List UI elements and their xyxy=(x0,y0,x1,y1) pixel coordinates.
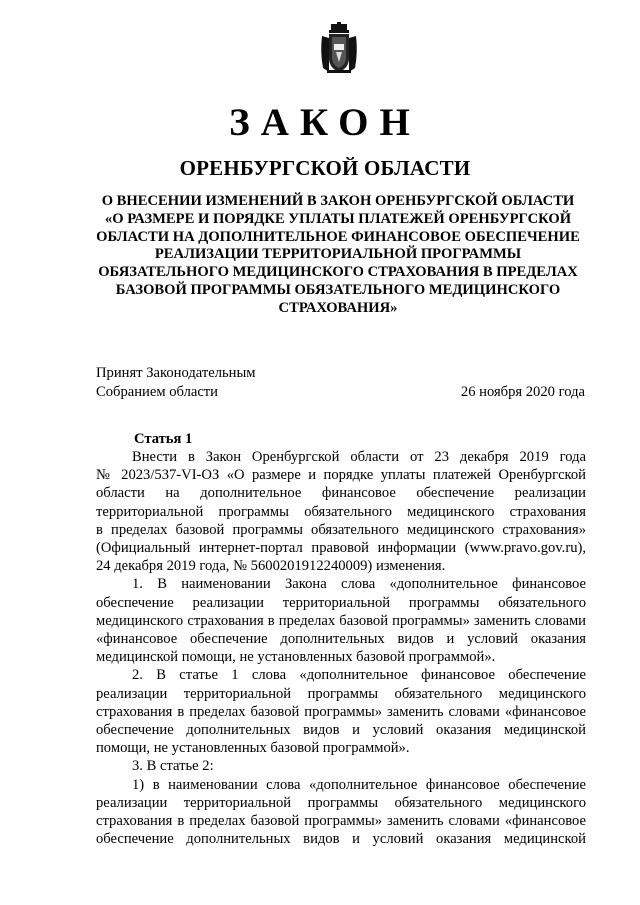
body-line: 1. В наименовании Закона слова «дополнительное финансовое xyxy=(132,576,586,593)
document-title: ЗАКОН xyxy=(229,101,421,144)
body-line: обеспечение дополнительных видов и условий оказания медицинской xyxy=(96,722,586,739)
body-line: (Официальный интернет-портал правовой информации (www.pravo.gov.ru), xyxy=(96,540,586,557)
body-line: 2. В статье 1 слова «дополнительное финансовое обеспечение xyxy=(132,667,586,684)
body-line: реализации территориальной программы обязательного медицинского xyxy=(96,794,586,811)
body-line: медицинской помощи, не установленных базовой программой». xyxy=(96,649,496,666)
law-title-line: РЕАЛИЗАЦИИ ТЕРРИТОРИАЛЬНОЙ ПРОГРАММЫ xyxy=(154,246,522,263)
body-line: № 2023/537-VI-ОЗ «О размере и порядке уплаты платежей Оренбургской xyxy=(96,467,586,484)
body-line: в пределах базовой программы обязательного медицинского страхования» xyxy=(96,521,586,538)
body-line: «финансовое обеспечение дополнительных видов и условий оказания xyxy=(96,631,586,648)
law-title-line: ОБЛАСТИ НА ДОПОЛНИТЕЛЬНОЕ ФИНАНСОВОЕ ОБЕСПЕЧЕНИЕ xyxy=(96,228,580,245)
adoption-date: 26 ноября 2020 года xyxy=(460,384,585,400)
body-line: территориальной программы обязательного медицинского страхования xyxy=(96,503,586,520)
body-line: 3. В статье 2: xyxy=(132,758,214,775)
body-line: реализации территориальной программы обязательного медицинского xyxy=(96,685,586,702)
adoption-line: Собранием области xyxy=(96,384,218,400)
law-title-line: «О РАЗМЕРЕ И ПОРЯДКЕ УПЛАТЫ ПЛАТЕЖЕЙ ОРЕНБУРГСКОЙ xyxy=(104,210,572,227)
article-heading: Статья 1 xyxy=(134,431,193,447)
coat-of-arms-icon xyxy=(319,22,359,74)
law-title xyxy=(88,193,588,318)
body-line: медицинского страхования в пределах базовой программы» заменить словами xyxy=(96,612,586,629)
region-name: ОРЕНБУРГСКОЙ ОБЛАСТИ xyxy=(179,156,471,180)
adoption-line: Принят Законодательным xyxy=(96,365,256,381)
law-title-line: СТРАХОВАНИЯ» xyxy=(278,299,398,316)
body-line: обеспечение дополнительных видов и условий оказания медицинской xyxy=(96,831,586,848)
body-line: области на дополнительное финансовое обеспечение реализации xyxy=(96,485,586,502)
article-body xyxy=(96,448,586,848)
law-title-line: О ВНЕСЕНИИ ИЗМЕНЕНИЙ В ЗАКОН ОРЕНБУРГСКОЙ ОБЛАСТИ xyxy=(101,193,575,209)
body-line: помощи, не установленных базовой программой». xyxy=(96,740,410,757)
law-title-line: БАЗОВОЙ ПРОГРАММЫ ОБЯЗАТЕЛЬНОГО МЕДИЦИНСКОГО xyxy=(115,281,561,298)
body-line: страхования в пределах базовой программы» заменить словами «финансовое xyxy=(96,813,586,830)
body-line: Внести в Закон Оренбургской области от 23 декабря 2019 года xyxy=(132,449,586,465)
body-line: 1) в наименовании слова «дополнительное финансовое обеспечение xyxy=(132,776,586,793)
adoption-note xyxy=(96,364,255,402)
body-line: обеспечение реализации территориальной программы обязательного xyxy=(96,594,586,611)
law-title-line: ОБЯЗАТЕЛЬНОГО МЕДИЦИНСКОГО СТРАХОВАНИЯ В ПРЕДЕЛАХ xyxy=(98,264,578,281)
body-line: 24 декабря 2019 года, № 5600201912240009) изменения. xyxy=(96,558,446,575)
body-line: страхования в пределах базовой программы» заменить словами «финансовое xyxy=(96,703,586,720)
